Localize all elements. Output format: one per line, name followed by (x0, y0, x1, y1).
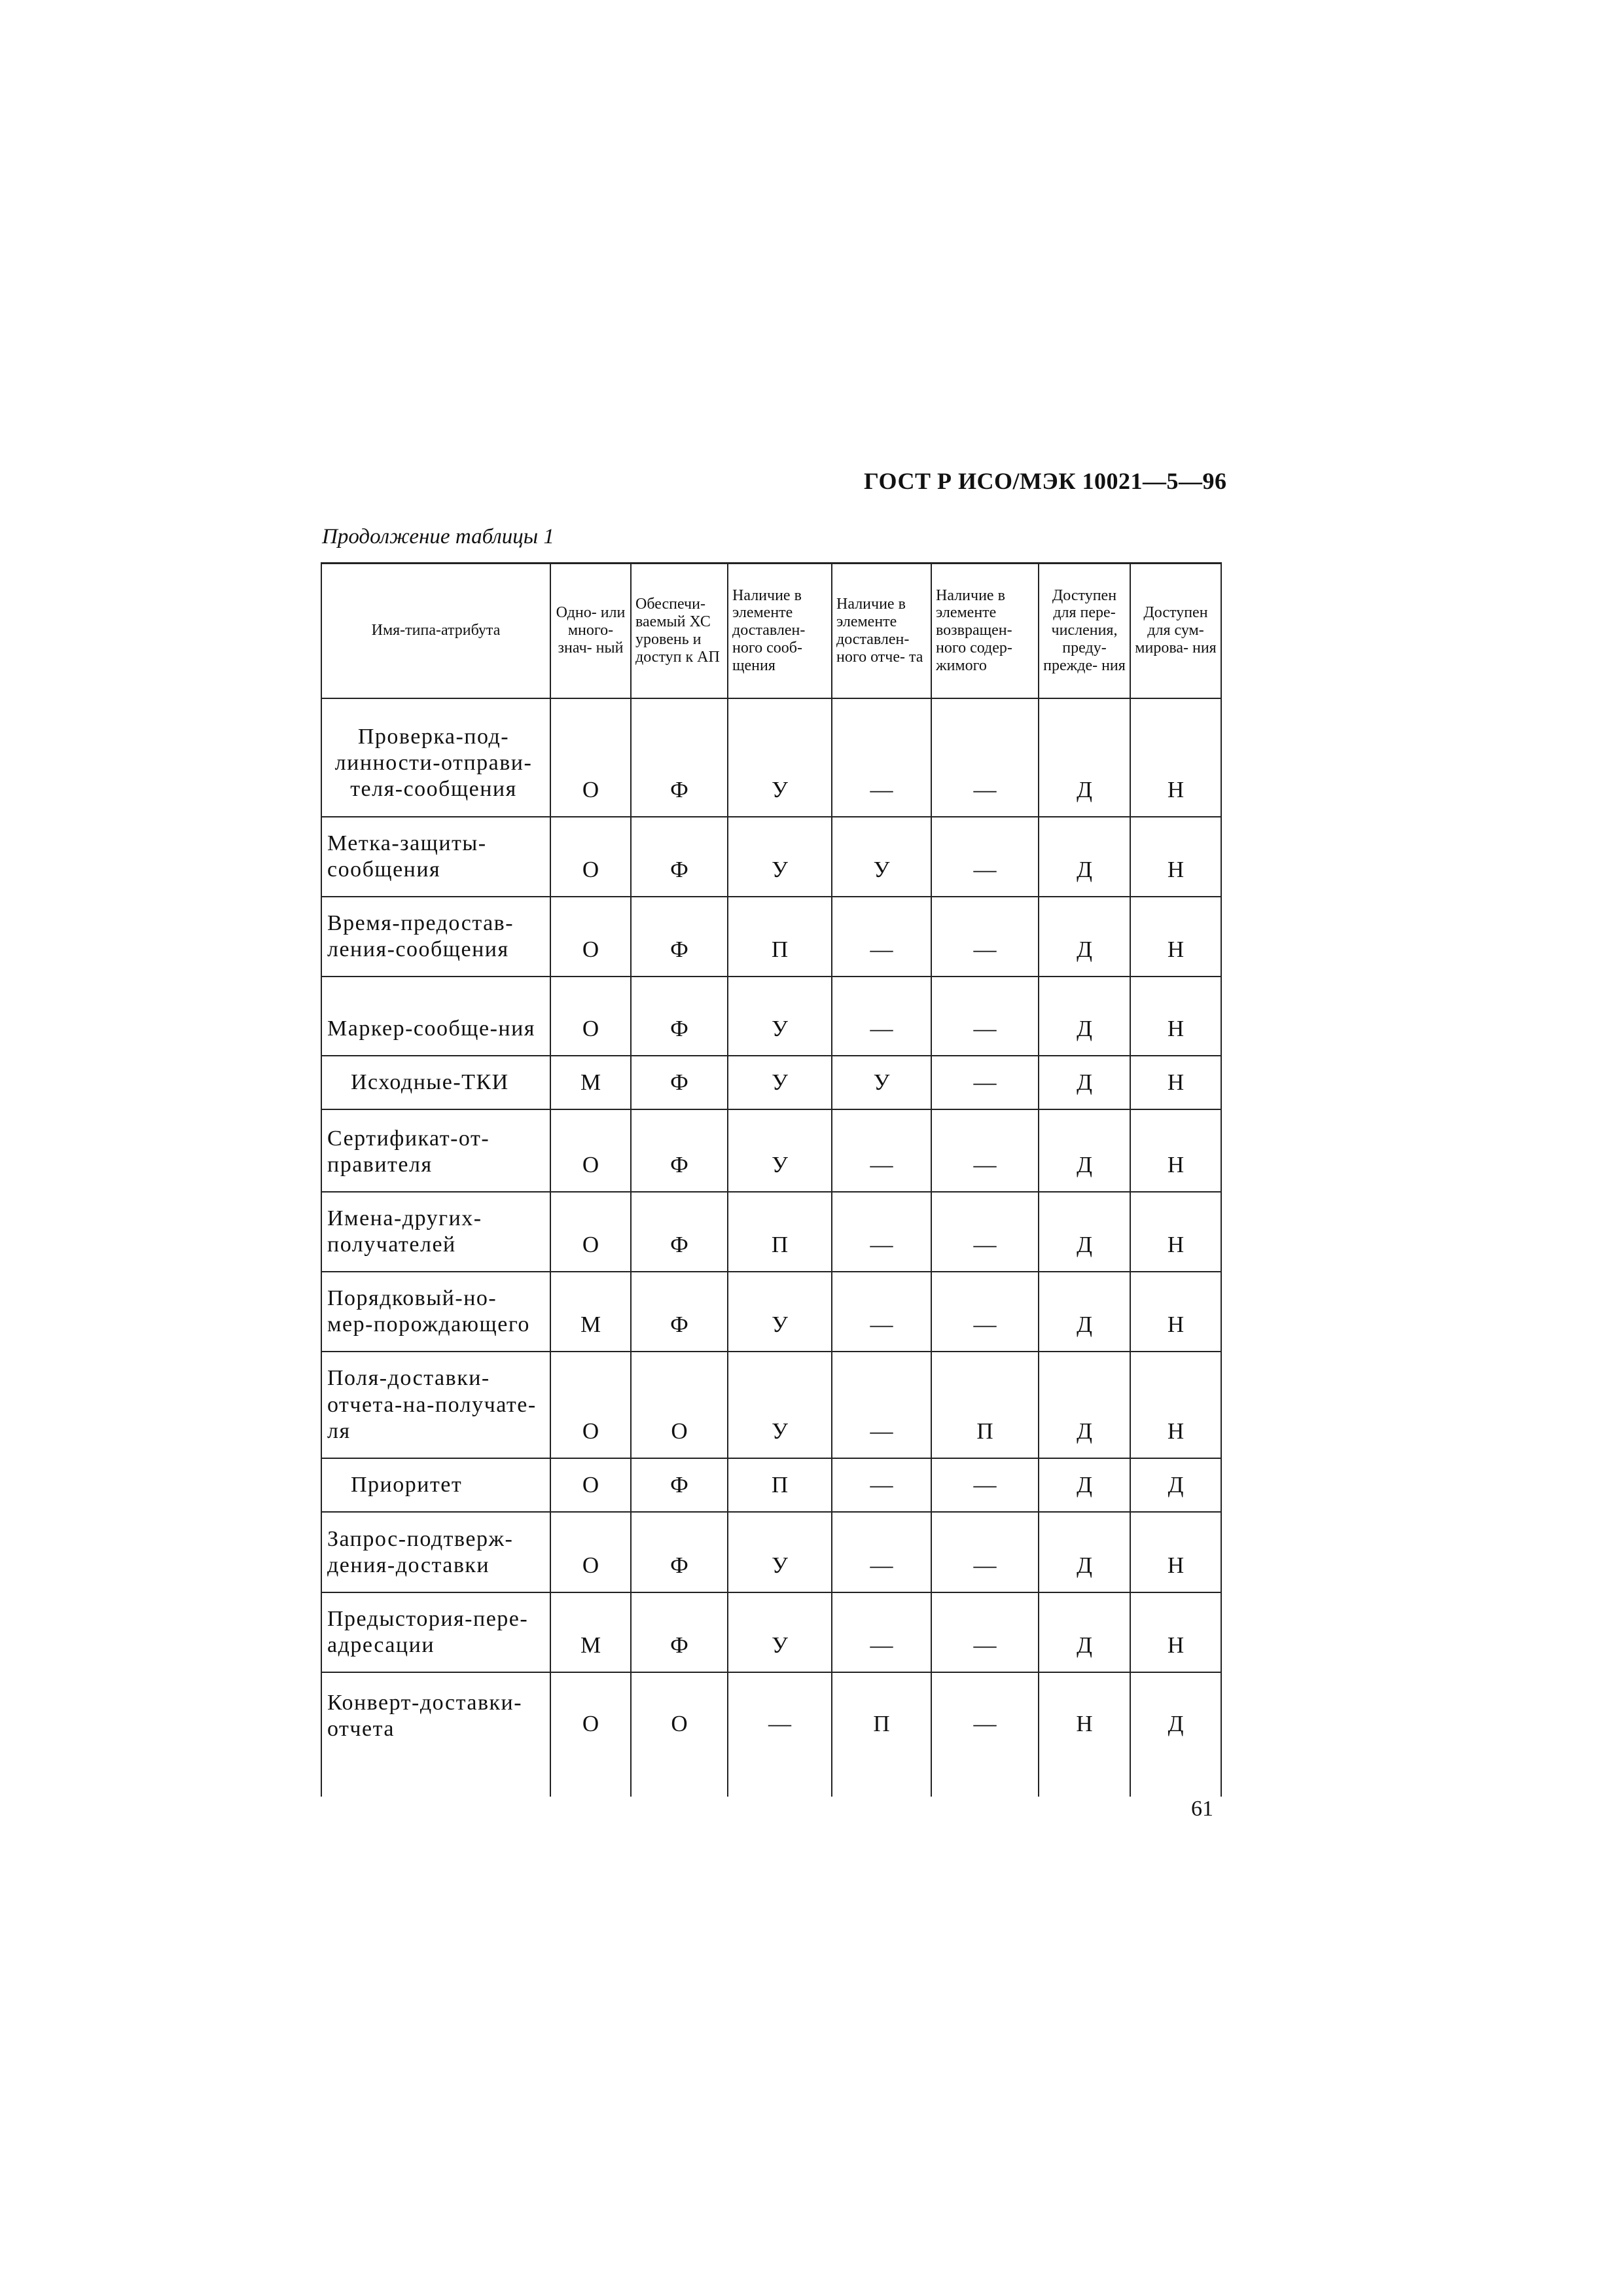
table-cell: — (931, 897, 1039, 977)
table-cell: Ф (631, 817, 728, 897)
attribute-name: Сертификат-от-правителя (321, 1109, 550, 1192)
table-cell: Ф (631, 1109, 728, 1192)
table-cell: Н (1039, 1672, 1130, 1797)
table-cell: У (832, 1056, 931, 1109)
table-cell: Ф (631, 1272, 728, 1352)
table-continuation-caption: Продолжение таблицы 1 (322, 525, 554, 548)
table-cell: — (832, 1192, 931, 1272)
table-cell: Ф (631, 1056, 728, 1109)
table-cell: Н (1130, 1056, 1221, 1109)
table-cell: — (832, 1512, 931, 1592)
table-cell: — (832, 897, 931, 977)
table-cell: Н (1130, 817, 1221, 897)
table-cell: — (931, 1458, 1039, 1512)
table-cell: Ф (631, 1192, 728, 1272)
column-header: Одно- или много- знач- ный (550, 564, 631, 698)
table-cell: Ф (631, 698, 728, 817)
table-cell: У (728, 1352, 832, 1458)
table-cell: О (550, 1512, 631, 1592)
table-cell: — (832, 1458, 931, 1512)
table-cell: У (728, 977, 832, 1056)
table-cell: П (832, 1672, 931, 1797)
table-cell: О (550, 817, 631, 897)
table-cell: — (931, 1672, 1039, 1797)
table-cell: Д (1039, 1512, 1130, 1592)
table-cell: Н (1130, 1109, 1221, 1192)
table-cell: — (931, 1272, 1039, 1352)
table-cell: Н (1130, 977, 1221, 1056)
attribute-name: Приоритет (321, 1458, 550, 1512)
table-cell: — (931, 1109, 1039, 1192)
attribute-name: Конверт-доставки-отчета (321, 1672, 550, 1797)
table-row (321, 1109, 1221, 1192)
table-cell: — (832, 1109, 931, 1192)
table-cell: У (728, 1512, 832, 1592)
table-cell: — (931, 1056, 1039, 1109)
table-cell: У (728, 698, 832, 817)
table-cell: П (728, 1458, 832, 1512)
table-cell: Ф (631, 1592, 728, 1672)
attribute-name: Предыстория-пере-адресации (321, 1592, 550, 1672)
table-cell: У (728, 1109, 832, 1192)
table-cell: О (550, 1672, 631, 1797)
table-cell: У (728, 817, 832, 897)
table-cell: Ф (631, 1458, 728, 1512)
table-row (321, 1272, 1221, 1352)
table-cell: — (931, 817, 1039, 897)
table-row (321, 1592, 1221, 1672)
table-cell: Д (1039, 1352, 1130, 1458)
table-cell: М (550, 1592, 631, 1672)
table-header-row (321, 564, 1221, 698)
column-header: Обеспечи- ваемый ХС уровень и доступ к АП (631, 564, 728, 698)
table-cell: У (728, 1592, 832, 1672)
table-row (321, 977, 1221, 1056)
table-cell: О (550, 897, 631, 977)
table-cell: Ф (631, 977, 728, 1056)
table-cell: П (728, 1192, 832, 1272)
table-cell: О (631, 1672, 728, 1797)
table-cell: У (832, 817, 931, 897)
table-cell: — (832, 1352, 931, 1458)
table-cell: Н (1130, 1272, 1221, 1352)
table-cell: Н (1130, 1352, 1221, 1458)
table-cell: Д (1039, 1592, 1130, 1672)
table-cell: — (728, 1672, 832, 1797)
table-cell: — (832, 1272, 931, 1352)
table-cell: О (550, 977, 631, 1056)
attribute-name: Маркер-сообще-ния (321, 977, 550, 1056)
attribute-name: Запрос-подтверж-дения-доставки (321, 1512, 550, 1592)
table-row (321, 1512, 1221, 1592)
table-cell: Н (1130, 698, 1221, 817)
table-cell: Д (1130, 1458, 1221, 1512)
table-cell: — (832, 698, 931, 817)
table-cell: П (931, 1352, 1039, 1458)
table-cell: Д (1039, 1272, 1130, 1352)
table-cell: О (550, 1458, 631, 1512)
table-cell: О (631, 1352, 728, 1458)
table-row (321, 1352, 1221, 1458)
table-cell: Ф (631, 897, 728, 977)
table-cell: Д (1039, 977, 1130, 1056)
table-cell: — (832, 977, 931, 1056)
table-cell: Д (1130, 1672, 1221, 1797)
table-cell: У (728, 1056, 832, 1109)
table-cell: У (728, 1272, 832, 1352)
table-row (321, 1672, 1221, 1797)
table-cell: Д (1039, 897, 1130, 977)
attribute-name: Исходные-ТКИ (321, 1056, 550, 1109)
column-header: Наличие в элементе доставлен- ного отче- та (832, 564, 931, 698)
table-row (321, 698, 1221, 817)
table-cell: — (931, 1592, 1039, 1672)
table-row (321, 817, 1221, 897)
attribute-name: Проверка-под-линности-отправи-теля-сообщения (321, 698, 550, 817)
table-cell: О (550, 1352, 631, 1458)
table-cell: О (550, 698, 631, 817)
attribute-table (321, 562, 1222, 1797)
table-cell: Д (1039, 817, 1130, 897)
table-row (321, 1056, 1221, 1109)
table-cell: Д (1039, 1458, 1130, 1512)
standard-designation: ГОСТ Р ИСО/МЭК 10021—5—96 (864, 468, 1227, 494)
table-cell: Н (1130, 1512, 1221, 1592)
attribute-name: Время-предостав-ления-сообщения (321, 897, 550, 977)
table-row (321, 897, 1221, 977)
table-cell: М (550, 1056, 631, 1109)
attribute-name: Имена-других-получателей (321, 1192, 550, 1272)
column-header: Доступен для пере- числения, преду- прежде- ния (1039, 564, 1130, 698)
table-cell: Н (1130, 1192, 1221, 1272)
column-header: Наличие в элементе возвращен- ного содер- жимого (931, 564, 1039, 698)
table-cell: — (931, 698, 1039, 817)
table-cell: — (931, 1192, 1039, 1272)
attribute-name: Метка-защиты-сообщения (321, 817, 550, 897)
table-row (321, 1458, 1221, 1512)
page-number: 61 (1191, 1797, 1213, 1821)
table-cell: Н (1130, 897, 1221, 977)
attribute-name: Порядковый-но-мер-порождающего (321, 1272, 550, 1352)
table-cell: П (728, 897, 832, 977)
table-cell: Д (1039, 1192, 1130, 1272)
table-cell: — (931, 977, 1039, 1056)
column-header: Наличие в элементе доставлен- ного сооб- щения (728, 564, 832, 698)
table-cell: О (550, 1192, 631, 1272)
column-header: Имя-типа-атрибута (321, 564, 550, 698)
table-cell: Д (1039, 1109, 1130, 1192)
table-cell: Ф (631, 1512, 728, 1592)
table-cell: Н (1130, 1592, 1221, 1672)
table-row (321, 1192, 1221, 1272)
table-cell: О (550, 1109, 631, 1192)
table-cell: М (550, 1272, 631, 1352)
table-cell: Д (1039, 698, 1130, 817)
table-cell: — (832, 1592, 931, 1672)
table-cell: Д (1039, 1056, 1130, 1109)
table-cell: — (931, 1512, 1039, 1592)
column-header: Доступен для сум- мирова- ния (1130, 564, 1221, 698)
attribute-name: Поля-доставки-отчета-на-получате-ля (321, 1352, 550, 1458)
